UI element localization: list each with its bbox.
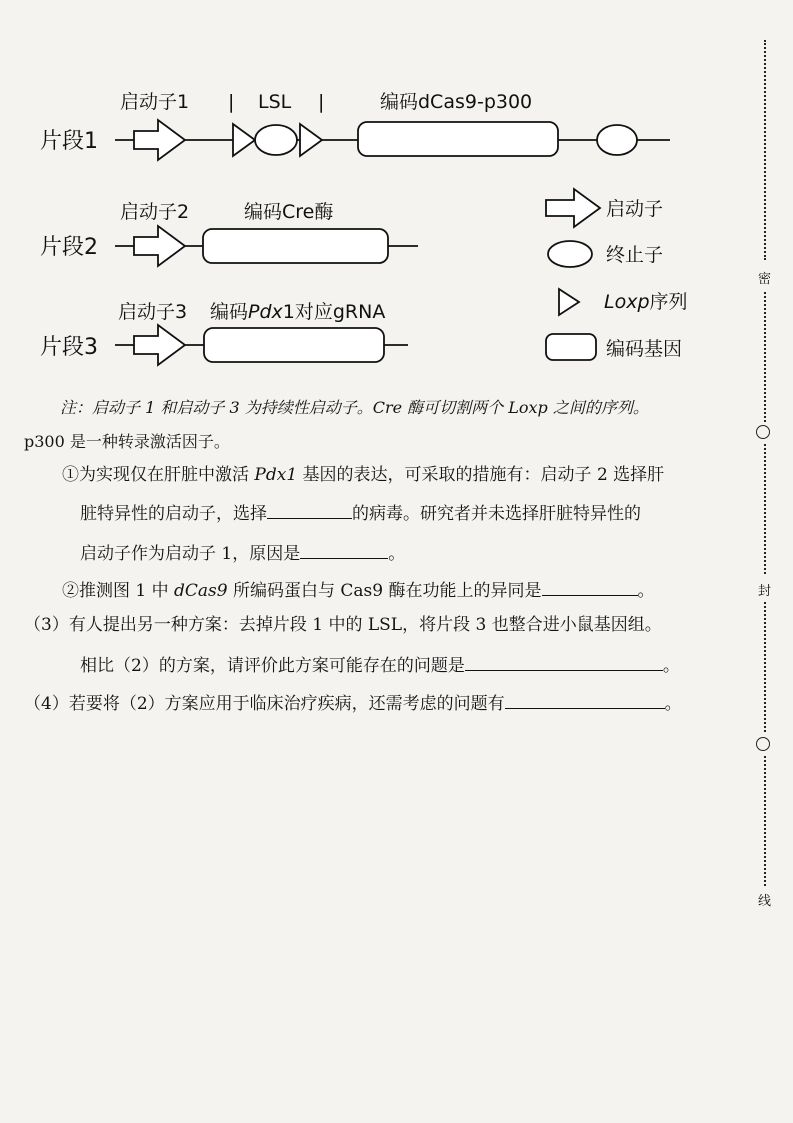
legend-terminator-label: 终止子 [606,244,664,266]
loxp-triangle-1b [300,124,322,156]
coding-gene-gRNA [204,328,384,362]
q1a-text: ①为实现仅在肝脏中激活 [62,465,255,485]
q2-italic: dCas9 [174,581,228,601]
legend-promoter-label: 启动子 [606,198,664,220]
terminator-lsl [255,125,297,155]
fragment2-promoter-label: 启动子2 [120,201,190,223]
q4-post: 。 [664,694,682,714]
fragment3-promoter-label: 启动子3 [118,301,188,323]
q2-mid: 所编码蛋白与 Cas9 酶在功能上的异同是 [227,581,542,601]
fragment1-promoter-label: 启动子1 [120,91,190,113]
q1b-pre: 脏特异性的启动子，选择 [80,504,267,524]
answer-blank-dcas9[interactable] [542,580,638,596]
margin-char-mi: 密 [758,272,772,287]
question-1-line-b [80,503,641,523]
q3b-post: 。 [662,656,680,676]
promoter-arrow-1 [134,120,185,160]
question-4-line [24,693,682,713]
terminator-fragment1 [597,125,637,155]
gene-construct-diagram [0,0,793,380]
lsl-bracket-left: | [228,91,235,113]
q1b-post: 的病毒。研究者并未选择肝脏特异性的 [352,504,641,524]
legend-coding-icon [546,334,596,360]
answer-blank-problem[interactable] [465,655,663,671]
promoter-arrow-2 [134,226,185,266]
note-line-2: p300 是一种转录激活因子。 [24,432,230,451]
question-3-line-b [80,655,680,675]
q1a-end: 基因的表达，可采取的措施有：启动子 2 选择肝 [297,465,665,485]
question-3-line-a: （3）有人提出另一种方案：去掉片段 1 中的 LSL，将片段 3 也整合进小鼠基因组。 [24,615,662,635]
fragment1-gene-label: 编码dCas9-p300 [380,91,533,113]
q2-pre: ②推测图 1 中 [62,581,175,601]
note-line1-text: 注：启动子 1 和启动子 3 为持续性启动子。Cre 酶可切割两个 [60,398,509,417]
coding-gene-cre [203,229,388,263]
q3b-pre: 相比（2）的方案，请评价此方案可能存在的问题是 [80,656,465,676]
legend-loxp-icon [559,289,579,315]
answer-blank-reason[interactable] [300,543,388,559]
coding-gene-dcas9-p300 [358,122,558,156]
q4-pre: （4）若要将（2）方案应用于临床治疗疾病，还需考虑的问题有 [24,694,505,714]
promoter-arrow-3 [134,325,185,365]
note-line1-end: 之间的序列。 [547,398,649,417]
margin-char-feng: 封 [758,584,772,599]
question-2-line [62,580,655,600]
legend-loxp-suffix: 序列 [649,291,688,313]
fragment-2 [40,201,418,266]
binding-dots-middle [764,444,768,574]
binding-hole-1 [756,425,770,439]
fragment3-gene-label [210,301,385,323]
binding-hole-2 [756,737,770,751]
fragment3-gene-italic: Pdx [248,301,283,323]
answer-blank-clinical[interactable] [505,693,665,709]
q1a-italic: Pdx1 [254,465,298,485]
margin-char-xian: 线 [758,894,772,909]
legend-loxp-italic: Loxp [604,291,650,313]
fragment3-label: 片段3 [40,335,98,360]
question-1-line-a [62,467,664,484]
fragment-3 [40,301,408,365]
binding-dots-top [764,40,768,260]
fragment3-gene-suffix: 1对应gRNA [282,301,386,323]
fragment-1 [40,91,670,160]
answer-blank-virus[interactable] [267,503,352,519]
note-line-1 [60,400,649,416]
fragment3-gene-prefix: 编码 [210,301,249,323]
binding-dots-upper [764,292,768,422]
legend-terminator-icon [548,241,592,267]
q1c-pre: 启动子作为启动子 1，原因是 [80,544,301,564]
q1c-post: 。 [388,544,406,564]
lsl-bracket-right: | [318,91,325,113]
legend-loxp-label [604,291,688,313]
binding-dots-lower [764,602,768,732]
loxp-triangle-1a [233,124,255,156]
legend-promoter-arrow [546,189,600,227]
question-1-line-c [80,543,405,563]
fragment1-label: 片段1 [40,129,98,154]
fragment2-gene-label: 编码Cre酶 [244,201,334,223]
q2-post: 。 [637,581,655,601]
note-loxp-italic: Loxp [508,398,548,417]
legend-coding-label: 编码基因 [606,338,683,360]
binding-dots-bottom [764,756,768,886]
legend [546,189,688,360]
fragment2-label: 片段2 [40,235,98,260]
lsl-label: LSL [258,91,292,113]
